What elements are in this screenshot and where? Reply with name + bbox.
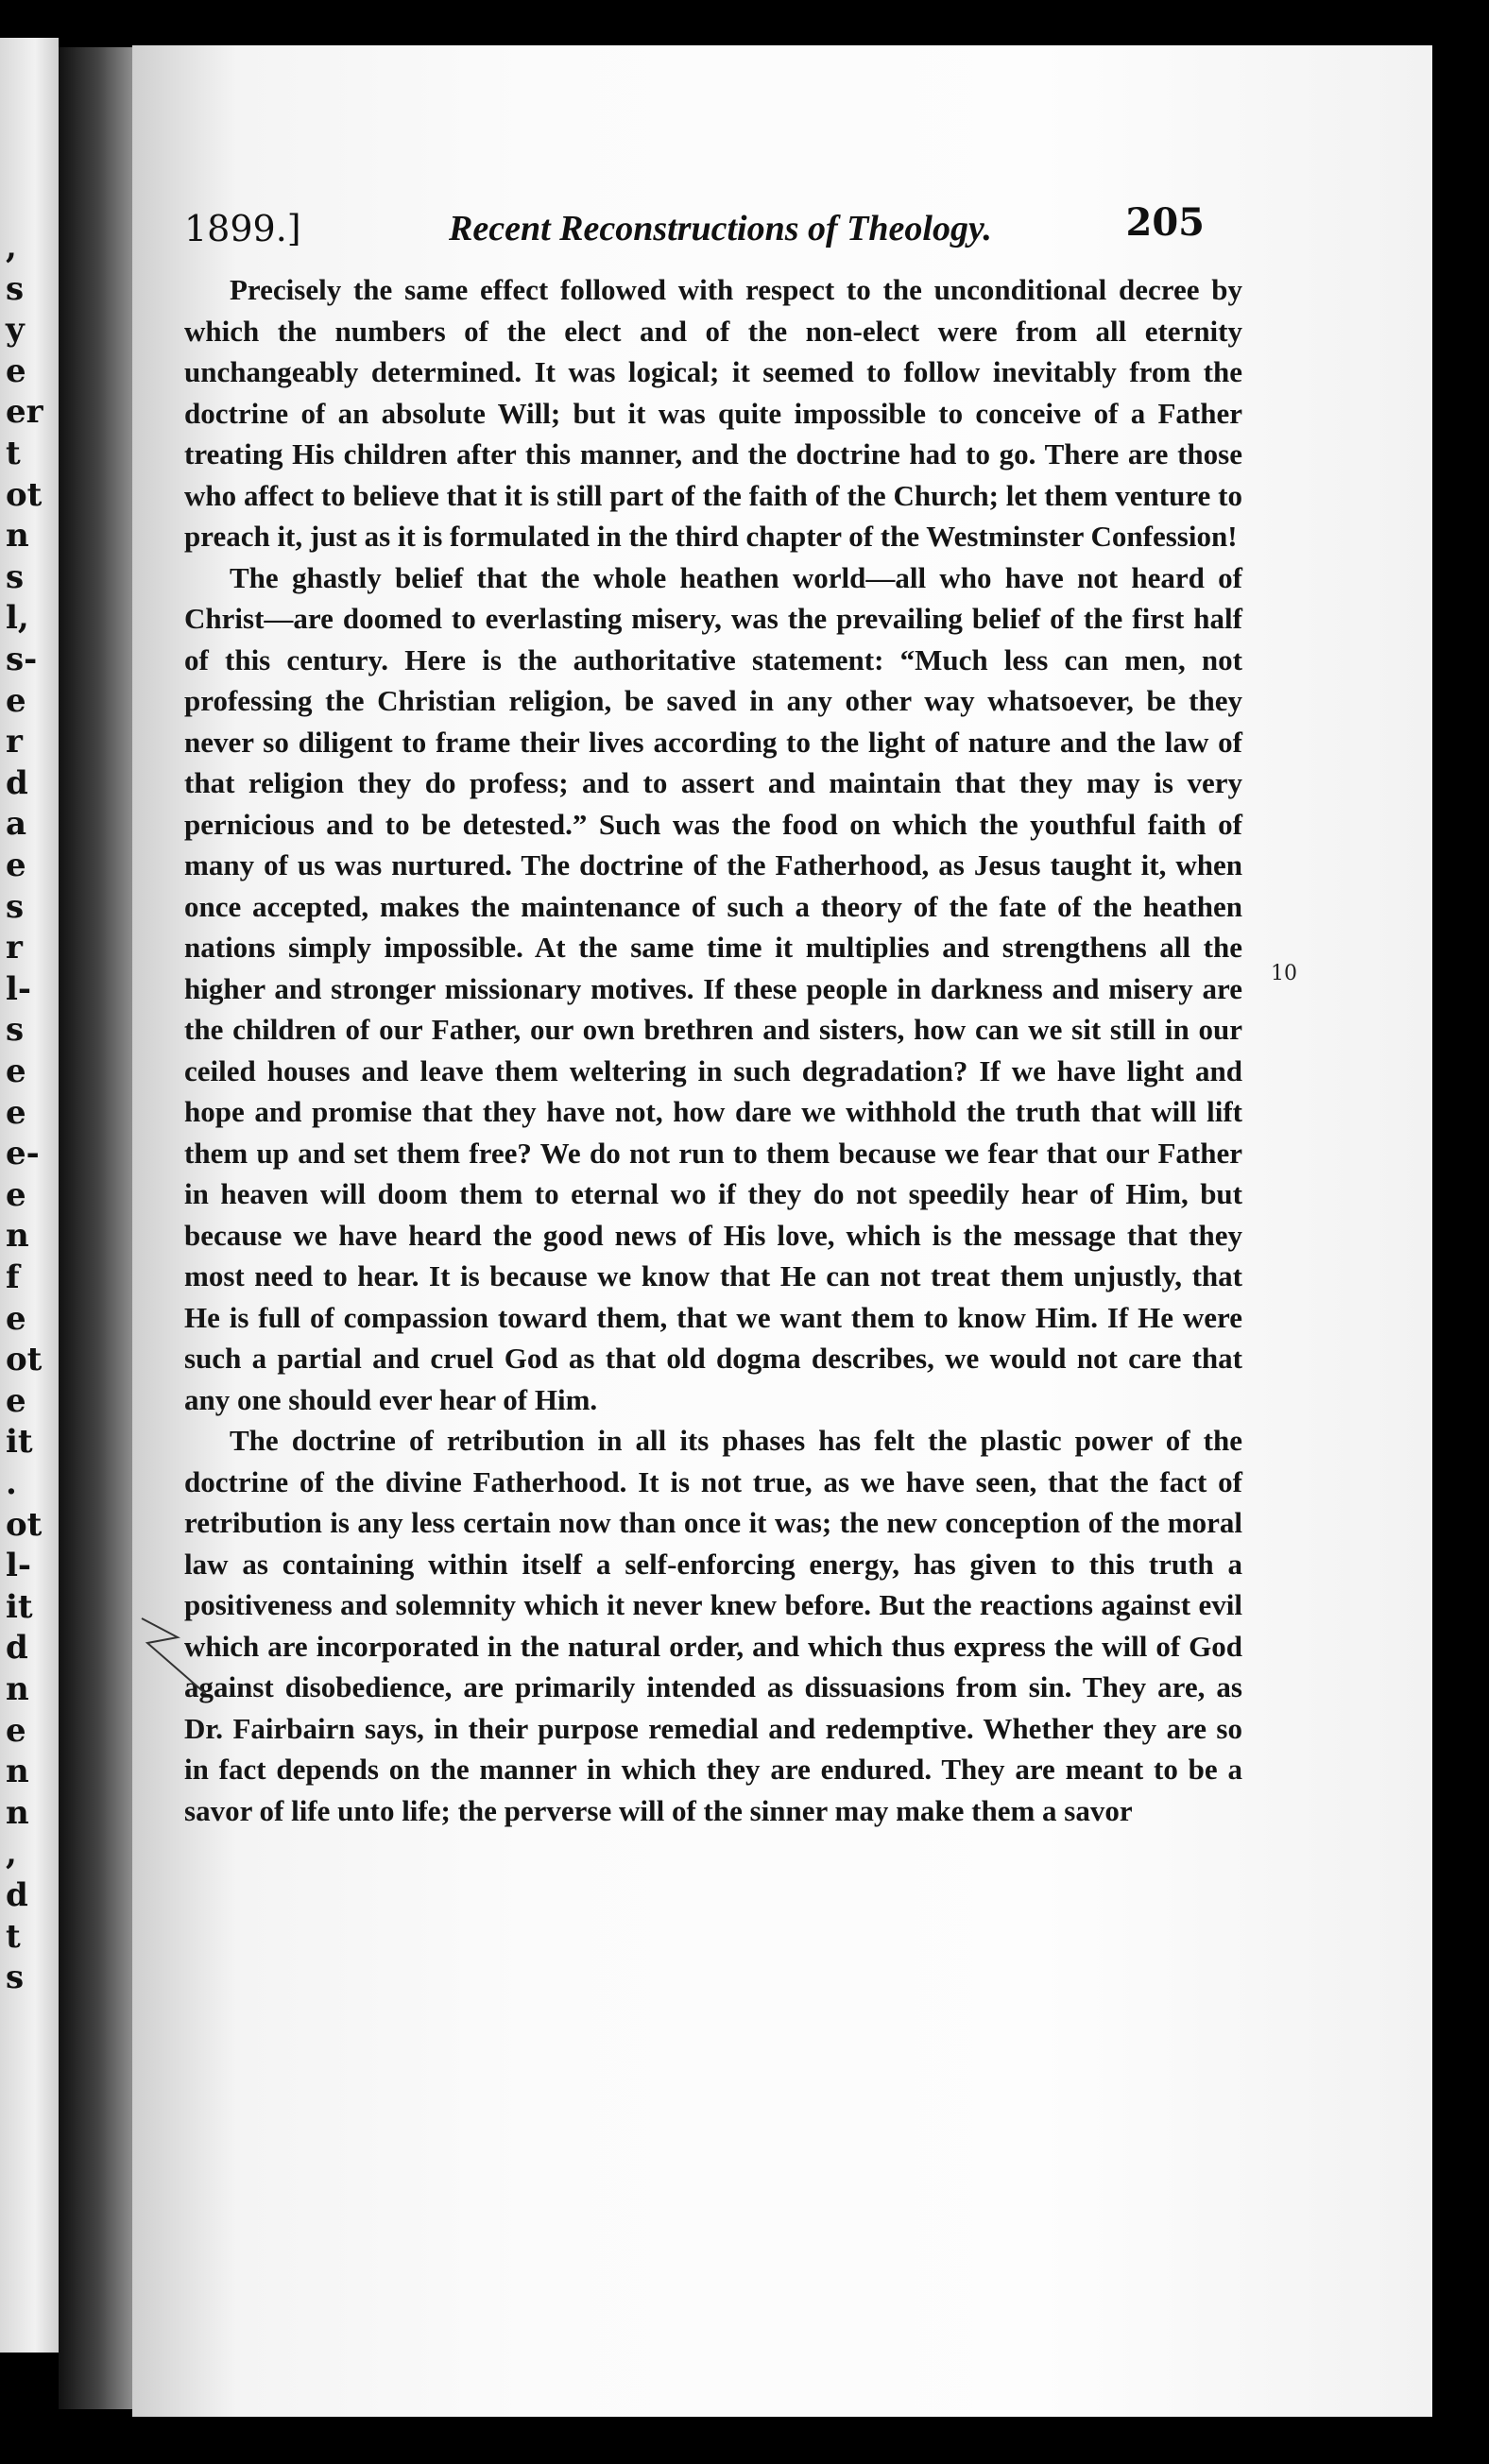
left-page-fragment: d	[6, 1876, 28, 1914]
left-page-fragment: n	[6, 1753, 29, 1791]
running-head	[184, 198, 1205, 255]
left-page-fragment: ot	[6, 1341, 43, 1379]
page-body	[184, 269, 1242, 1831]
header-year: 1899.]	[184, 208, 301, 249]
left-page-fragment: t	[6, 1917, 21, 1956]
left-page-fragment: r	[6, 929, 23, 967]
left-page-fragment: e	[6, 1711, 26, 1750]
left-page-fragment: e-	[6, 1135, 40, 1173]
left-page-fragment: e	[6, 847, 26, 884]
left-page-fragment: e	[6, 1093, 26, 1132]
left-page-fragment: e	[6, 1381, 26, 1420]
left-page-fragment: e	[6, 1052, 26, 1090]
left-page-fragment: d	[6, 763, 28, 802]
left-page-fragment: e	[6, 681, 26, 720]
left-page-fragment: s	[6, 1011, 25, 1050]
left-page-fragment: s	[6, 1959, 25, 1997]
left-page-fragment: l-	[6, 969, 32, 1008]
paragraph-heathen-world: The ghastly belief that the whole heathen world—all who have not heard of Christ—are doomed to everlasting misery, was the prevailing belief of the first half of this century. Here is the authoritative statement: “Much less can men, not professing the Christian religion, be saved in any other way whatsoever, be they never so diligent to frame their lives according to the light of nature and the law of that religion they do profess; and to assert and maintain that they may is very pernicious and to be detested.” Such was the food on which the youthful faith of many of us was nurtured. The doctrine of the Fatherhood, as Jesus taught it, when once accepted, makes the maintenance of such a theory of the fate of the heathen nations simply impossible. At the same time it multiplies and strengthens all the higher and stronger missionary motives. If these people in darkness and misery are the children of our Father, our own brethren and sisters, how can we sit still in our ceiled houses and leave them weltering in such degradation? If we have light and hope and promise that they have not, how dare we withhold the truth that will lift them up and set them free? We do not run to them because we fear that our Father in heaven will doom them to eternal wo if they do not speedily hear of Him, but because we have heard the good news of His love, which is the message that they most need to hear. It is because we know that He can not treat them unjustly, that He is full of compassion toward them, that we want them to know Him. If He were such a partial and cruel God as that old dogma describes, we would not care that any one should ever hear of Him.	[184, 560, 1242, 1416]
left-page-strip	[0, 38, 59, 2353]
left-page-fragment: r	[6, 723, 23, 761]
left-page-fragment: ot	[6, 475, 43, 514]
left-page-fragment: it	[6, 1423, 33, 1462]
page-number: 205	[1125, 200, 1205, 245]
left-page-fragment: l-	[6, 1547, 32, 1585]
left-page-fragment: s-	[6, 641, 38, 678]
left-page-fragment: ,	[6, 1835, 17, 1874]
left-page-fragment: l,	[6, 599, 29, 638]
left-page-fragment: y	[6, 311, 25, 350]
left-page-fragment: a	[6, 805, 27, 844]
left-page-fragment: n	[6, 1217, 29, 1256]
left-page-fragment: s	[6, 887, 25, 926]
left-page-fragment: n	[6, 1670, 29, 1708]
left-page-fragment: it	[6, 1587, 33, 1626]
left-page-fragment: f	[6, 1258, 20, 1296]
left-page-fragment: t	[6, 435, 21, 472]
left-page-fragment: e	[6, 1175, 26, 1214]
left-page-fragment: n	[6, 1793, 29, 1832]
pencil-mark-icon	[140, 1611, 215, 1696]
left-page-fragment: ,	[6, 229, 17, 266]
left-page-fragment: s	[6, 269, 25, 308]
left-page-fragment: s	[6, 557, 25, 596]
left-page-fragment: n	[6, 517, 29, 556]
left-page-fragment: ot	[6, 1505, 43, 1544]
header-title: Recent Reconstructions of Theology.	[449, 209, 992, 248]
paragraph-unconditional-decree: Precisely the same effect followed with respect to the unconditional decree by which the numbers of the elect and of the non-elect were from all eternity unchangeably determined. It was logical; it seemed to follow inevitably from the doctrine of an absolute Will; but it was quite impossible to conceive of a Father treating His children after this manner, and the doctrine had to go. There are those who affect to believe that it is still part of the faith of the Church; let them venture to preach it, just as it is formulated in the third chapter of the Westminster Confession!	[184, 273, 1242, 553]
left-page-fragment: er	[6, 393, 43, 432]
left-page-fragment: e	[6, 1299, 26, 1338]
left-page-fragment: e	[6, 351, 26, 390]
paragraph-retribution: The doctrine of retribution in all its phases has felt the plastic power of the doctrine of the divine Fatherhood. It is not true, as we have seen, that the fact of retribution is any less certain now than once it was; the new conception of the moral law as containing within itself a self-enforcing energy, has given to this truth a positiveness and solemnity which it never knew before. But the reactions against evil which are incorporated in the natural order, and which thus express the will of God against disobedience, are primarily intended as dissuasions from sin. They are, as Dr. Fairbairn says, in their purpose remedial and redemptive. Whether they are so in fact depends on the manner in which they are endured. They are meant to be a savor of life unto life; the perverse will of the sinner may make them a savor	[184, 1424, 1242, 1827]
margin-note: 10	[1271, 962, 1297, 985]
left-page-fragment: d	[6, 1629, 28, 1668]
left-page-fragment: .	[6, 1464, 17, 1502]
